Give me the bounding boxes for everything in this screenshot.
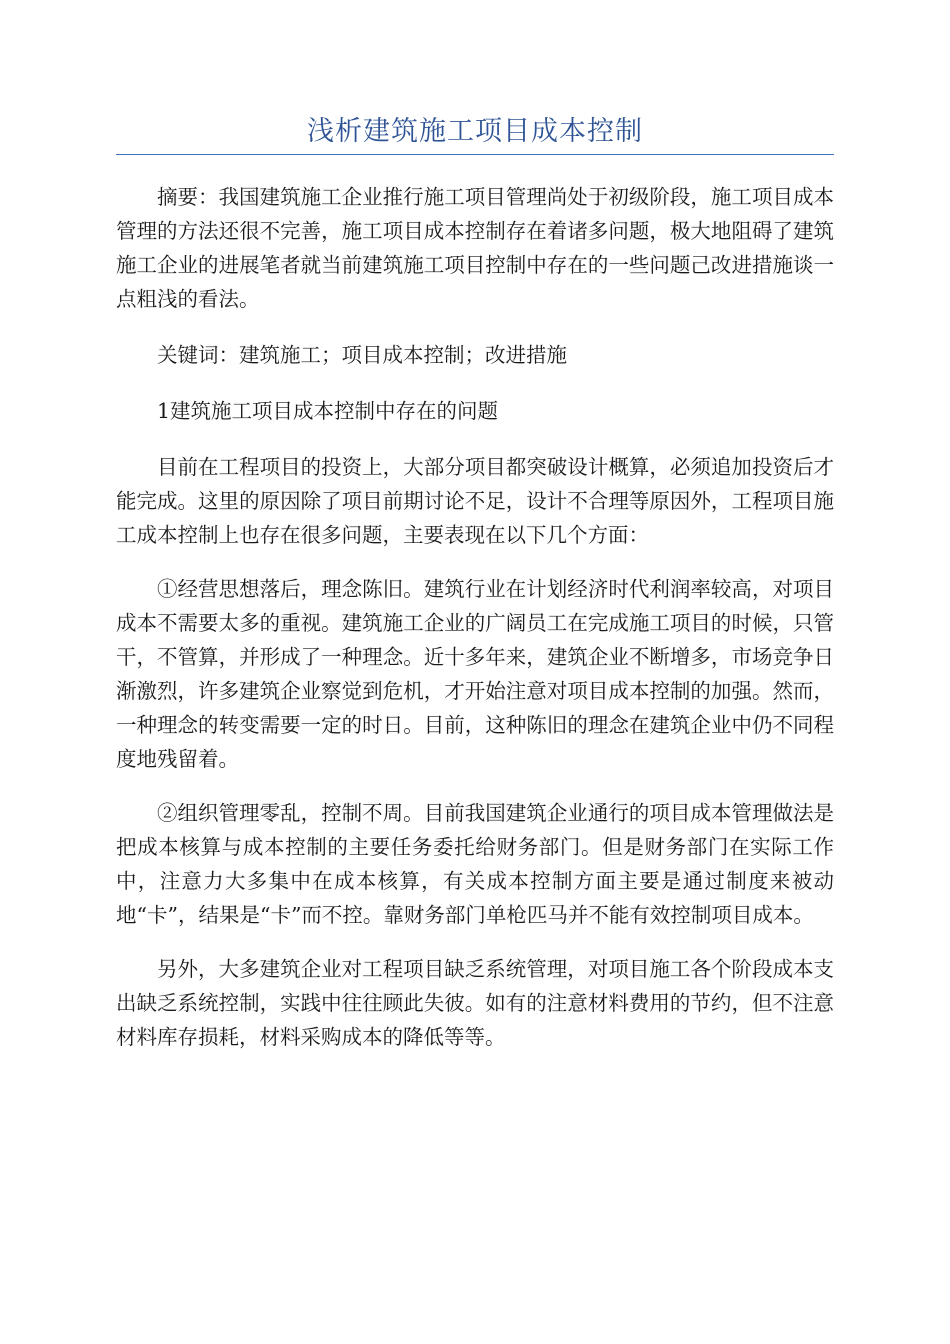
body-paragraph-point-1: ①经营思想落后，理念陈旧。建筑行业在计划经济时代利润率较高，对项目成本不需要太多的重视。建筑施工企业的广阔员工在完成施工项目的时候，只管干，不管算，并形成了一种理念。近十多年来，建筑企业不断增多，市场竞争日渐激烈，许多建筑企业察觉到危机，才开始注意对项目成本控制的加强。然而，一种理念的转变需要一定的时日。目前，这种陈旧的理念在建筑企业中仍不同程度地残留着。 <box>116 577 834 771</box>
document-body <box>116 180 834 1054</box>
body-paragraph: 目前在工程项目的投资上，大部分项目都突破设计概算，必须追加投资后才能完成。这里的原因除了项目前期讨论不足，设计不合理等原因外，工程项目施工成本控制上也存在很多问题，主要表现在以下几个方面： <box>116 455 834 547</box>
keywords-paragraph: 关键词：建筑施工；项目成本控制；改进措施 <box>157 343 567 367</box>
abstract-paragraph: 摘要：我国建筑施工企业推行施工项目管理尚处于初级阶段，施工项目成本管理的方法还很不完善，施工项目成本控制存在着诸多问题，极大地阻碍了建筑施工企业的进展笔者就当前建筑施工项目控制中存在的一些问题己改进措施谈一点粗浅的看法。 <box>116 185 834 311</box>
body-paragraph-additional: 另外，大多建筑企业对工程项目缺乏系统管理，对项目施工各个阶段成本支出缺乏系统控制，实践中往往顾此失彼。如有的注意材料费用的节约，但不注意材料库存损耗，材料采购成本的降低等等。 <box>116 957 834 1049</box>
title-underline <box>116 154 834 155</box>
document-title: 浅析建筑施工项目成本控制 <box>307 116 643 147</box>
section-heading: 1建筑施工项目成本控制中存在的问题 <box>157 399 499 423</box>
body-paragraph-point-2: ②组织管理零乱，控制不周。目前我国建筑企业通行的项目成本管理做法是把成本核算与成本控制的主要任务委托给财务部门。但是财务部门在实际工作中，注意力大多集中在成本核算，有关成本控制方面主要是通过制度来被动地“卡”，结果是“卡”而不控。靠财务部门单枪匹马并不能有效控制项目成本。 <box>116 801 834 927</box>
